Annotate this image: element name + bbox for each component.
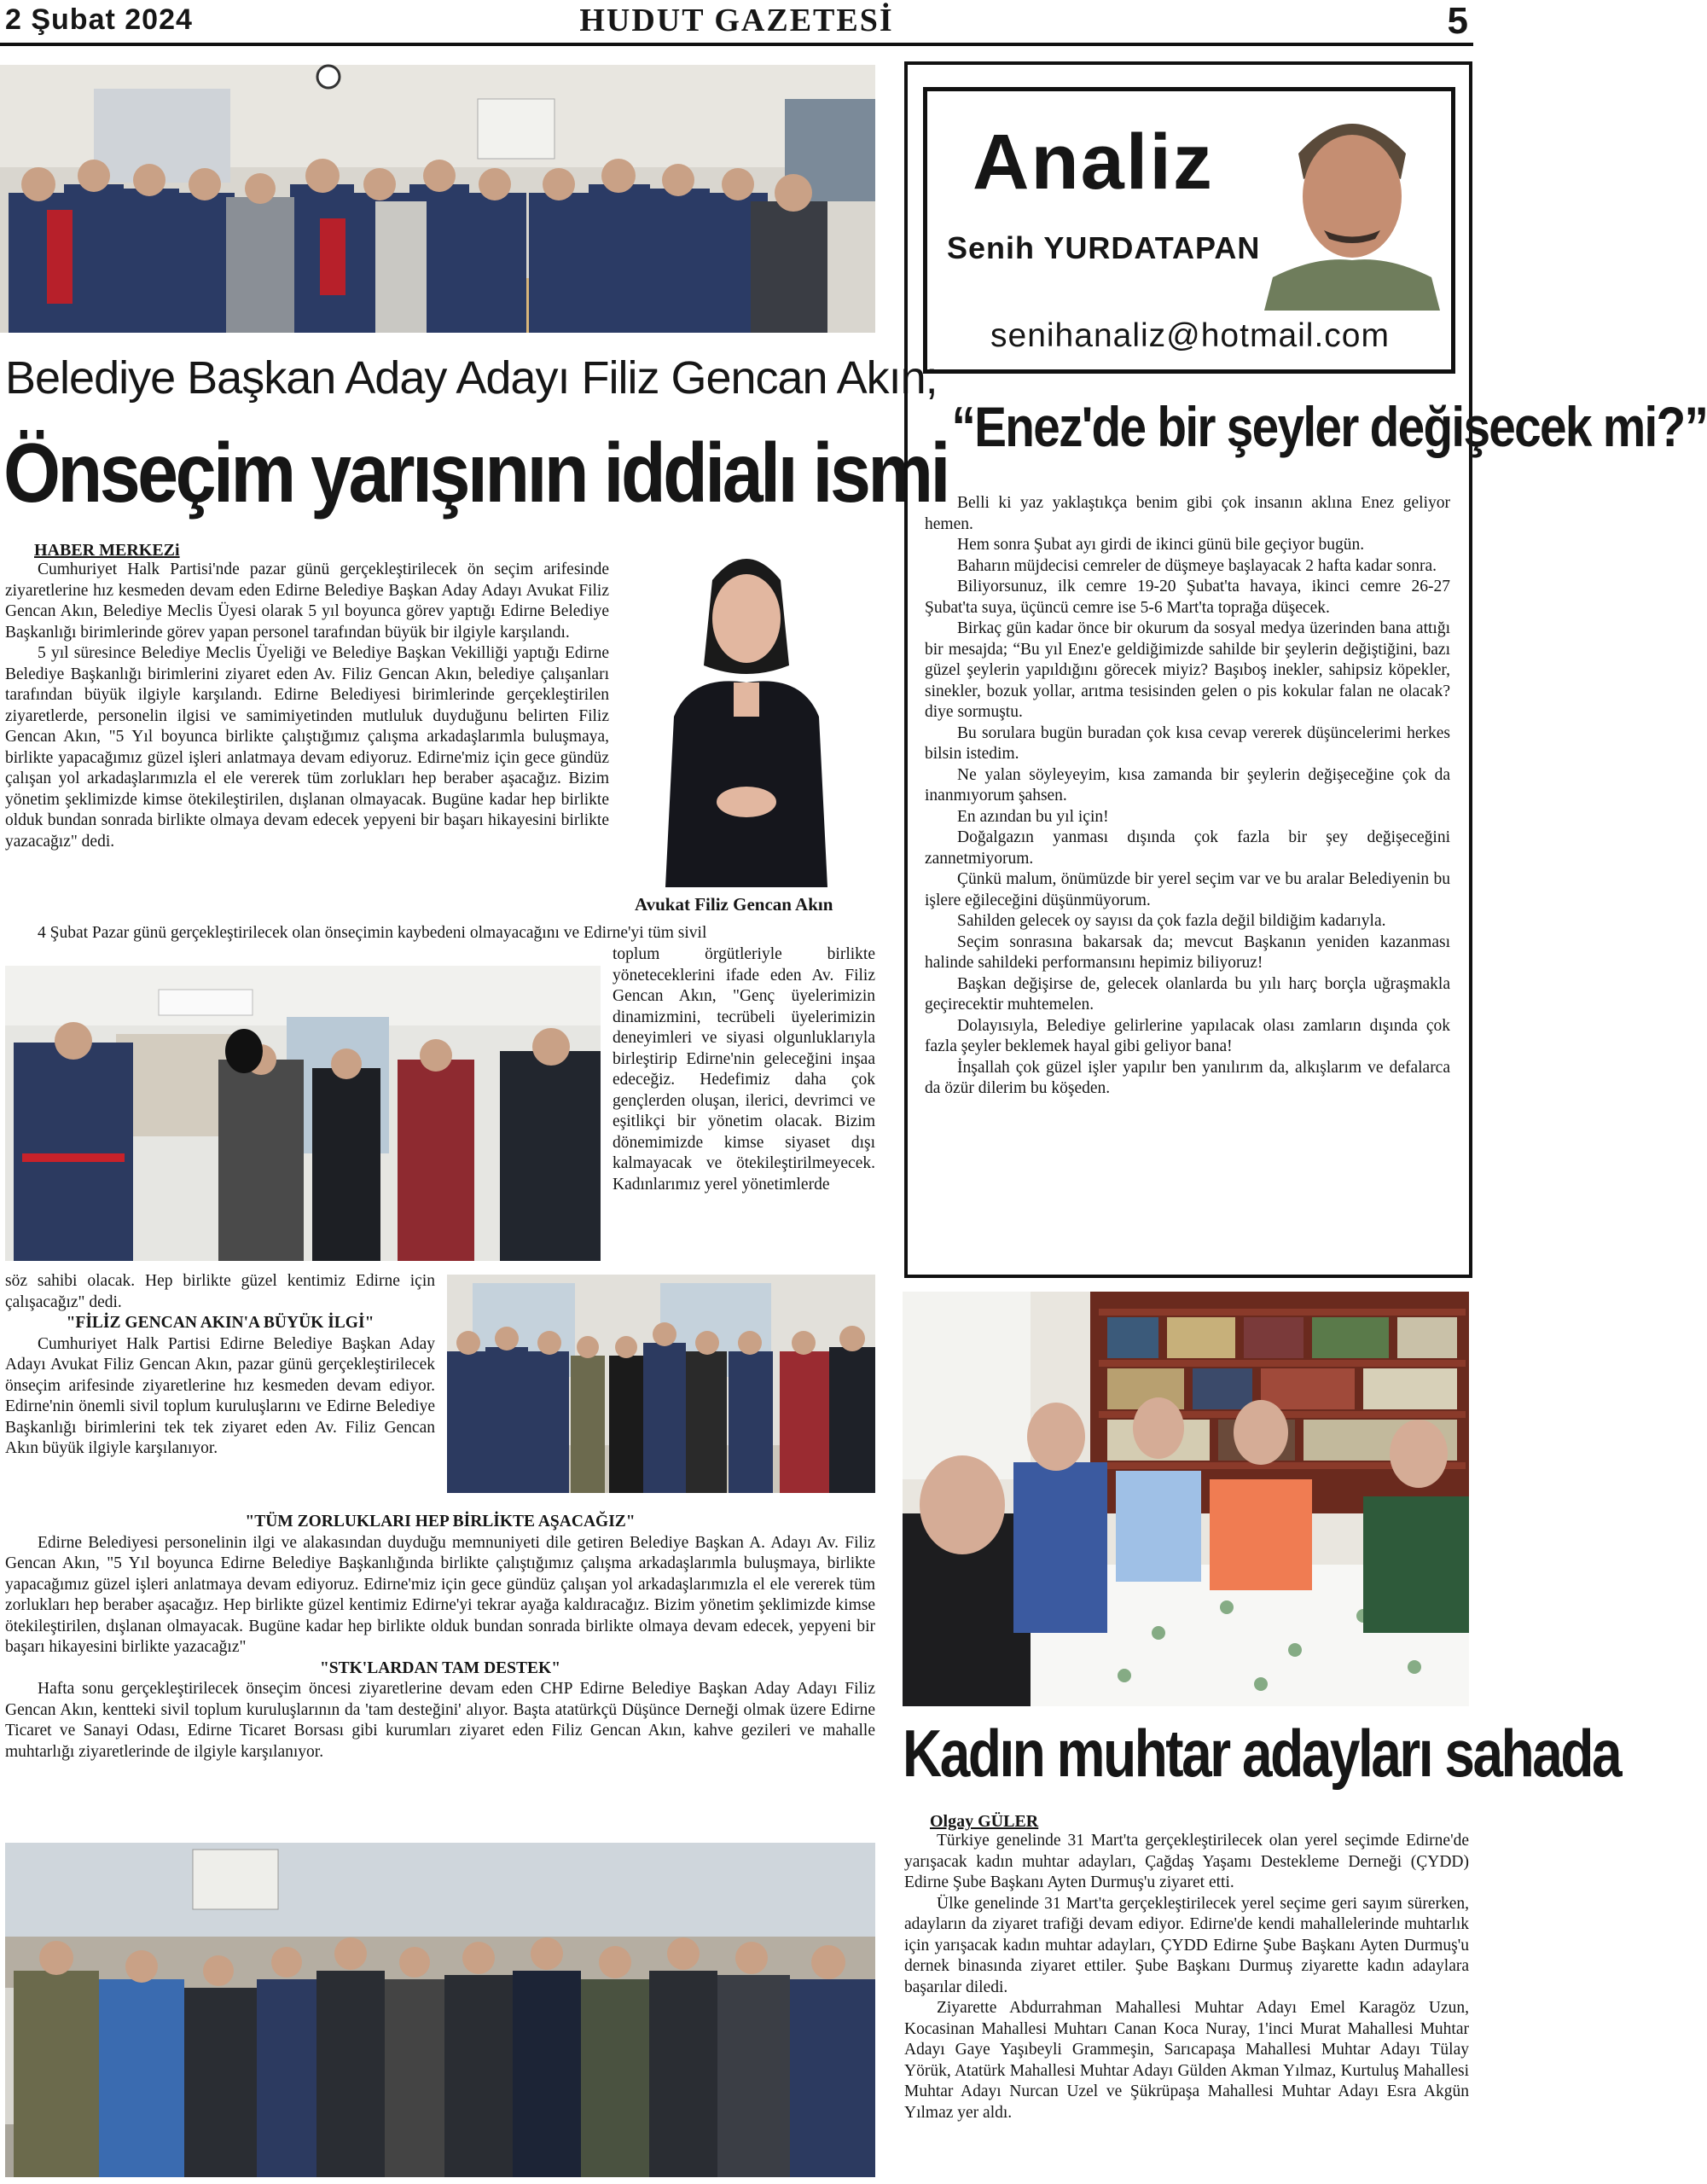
paragraph: Biliyorsunuz, ilk cemre 19-20 Şubat'ta havaya, ikinci cemre 26-27 Şubat'ta suya, üçüncü cemre ise 5-6 Mart'ta toprağa düşecek.: [925, 578, 1450, 617]
article-kicker: Belediye Başkan Aday Adayı Filiz Gencan Akın;: [5, 352, 938, 404]
article-body-bottom: [5, 1512, 875, 1763]
article-headline: Önseçim yarışının iddialı ismi: [3, 426, 948, 520]
newspaper-name: HUDUT GAZETESİ: [579, 3, 894, 38]
paragraph: Türkiye genelinde 31 Mart'ta gerçekleştirilecek olan yerel seçimde Edirne'de yarışacak kadın muhtar adayları, Çağdaş Yaşamı Destekleme Derneği (ÇYDD) Edirne Şube Başkanı Ayten Durmuş'u ziyaret etti.: [904, 1832, 1469, 1891]
paragraph: Çünkü malum, önümüzde bir yerel seçim var ve bu aralar Belediyenin bu işlere eğileceğini düşünmüyorum.: [925, 870, 1450, 909]
paragraph: İnşallah çok güzel işler yapılır ben yanılırım da, alkışlarım ve defalarca da özür dilerim bu köşeden.: [925, 1058, 1450, 1097]
paragraph: Hafta sonu gerçekleştirilecek önseçim öncesi ziyaretlerine devam eden CHP Edirne Belediye Başkan Aday Adayı Filiz Gencan Akın, kentteki sivil toplum kuruluşlarının da 'tam desteğini' alıyor. Başta atatürkçü Düşünce Derneği olmak üzere Edirne Ticaret ve Sanayi Odası, Edirne Ticaret Borsası gibi kurumları ziyaret eden Filiz Gencan Akın, kahve gezileri ve mahalle muhtarlığı ziyaretlerinde de ilgiyle karşılanıyor.: [5, 1680, 875, 1761]
portrait-caption: Avukat Filiz Gencan Akın: [635, 894, 833, 915]
subheading-stk-destek: "STK'LARDAN TAM DESTEK": [319, 1658, 561, 1677]
photo-portrait-candidate: [631, 546, 862, 887]
article-body-top: [5, 560, 609, 852]
paragraph: Hem sonra Şubat ayı girdi de ikinci günü bile geçiyor bugün.: [957, 536, 1365, 554]
paragraph: 5 yıl süresince Belediye Meclis Üyeliği ve Belediye Başkan Vekilliği yaptığı Edirne Belediye Başkanlığı birimlerini ziyaret eden Av. Filiz Gencan Akın, belediye çalışanları tarafından büyük ilgiyle karşılandı. Edirne Belediyesi birimlerinde gerçekleştirilen ziyaretlerde, personelin ilgisi ve samimiyetinden mutluluk duyduğunu belirten Filiz Gencan Akın, "5 Yıl boyunca birlikte çalıştığımız çalışma arkadaşlarımla buluşmaya, birlikte yapacağımız güzel işleri anlatmaya devam ediyoruz. Edirne'miz için gece gündüz çalışan yol arkadaşlarımızla el ele vererek tüm zorlukları hep beraber aşacağız. Bizim yönetim şeklimizde kimse ötekileştirilen, dışlanan olmayacak. Bugüne kadar hep birlikte olduk bundan sonrada birlikte olmaya devam edecek yepyeni bir başarı hikayesini birlikte yazacağız" dedi.: [5, 644, 609, 851]
paragraph: Sahilden gelecek oy sayısı da çok fazla değil bildiğim kadarıyla.: [957, 912, 1386, 930]
column-label: Analiz: [973, 119, 1214, 206]
paragraph: toplum örgütleriyle birlikte yöneteceklerini ifade eden Av. Filiz Gencan Akın, "Genç üyelerimizin dinamizmini, tecrübeli üyelerimizin deneyimleri ve siyasi olgunluklarıyla birleştirip Edirne'nin geleceğini inşaa edeceğiz. Hedefimiz daha çok gençlerden oluşan, ilerici, devrimci ve eşitlikçi bir yönetim olacak. Bizim dönemimizde kimse siyaset dışı kalmayacak ve ötekileştirilmeyecek. Kadınlarımız yerel yönetimlerde: [613, 945, 875, 1194]
paragraph: Belli ki yaz yaklaştıkça benim gibi çok insanın aklına Enez geliyor hemen.: [925, 494, 1450, 533]
page-number: 5: [1447, 0, 1468, 42]
masthead-rule: [0, 43, 1473, 46]
subheading-zorluklar: "TÜM ZORLUKLARI HEP BİRLİKTE AŞACAĞIZ": [245, 1513, 636, 1531]
paragraph: Cumhuriyet Halk Partisi'nde pazar günü gerçekleştirilecek ön seçim arifesinde ziyaretlerine hız kesmeden devam eden Edirne Belediye Başkan Aday Adayı Avukat Filiz Gencan Akın, Belediye Meclis Üyesi olarak 5 yıl boyunca görev yaptığı Edirne Belediye Başkanlığı birimlerinde görev yapan personel tarafından büyük bir ilgiyle karşılandı.: [5, 561, 609, 642]
paragraph: söz sahibi olacak. Hep birlikte güzel kentimiz Edirne için çalışacağız" dedi.: [5, 1272, 435, 1311]
column-author: Senih YURDATAPAN: [947, 230, 1261, 265]
women-article-body: [904, 1831, 1469, 2123]
photo-columnist: [1264, 102, 1440, 311]
article-body-mid: [5, 1271, 435, 1460]
paragraph: Edirne Belediyesi personelinin ilgi ve alakasından duyduğu memnuniyeti dile getiren Belediye Başkan A. Adayı Av. Filiz Gencan Akın, "5 Yıl boyunca Edirne Belediye Başkanlığında birlikte çalıştığımız çalışma arkadaşlarımla buluşmaya, birlikte yapacağımız güzel işleri anlatmaya devam ediyoruz. Edirne'miz için gece gündüz çalışan yol arkadaşlarımızla el ele vererek tüm zorlukları hep beraber aşacağız. Hep birlikte güzel kentimiz Edirne'yi tekrar ayağa kaldıracağız. Bizim yönetim şeklimizde kimse ötekileştirilen, dışlanan olmayacak. Bugüne kadar hep birlikte olduk bundan sonrada birlikte olmaya devam edecek, yepyeni bir başarı hikayesini birlikte yazacağız": [5, 1533, 875, 1656]
paragraph: 4 Şubat Pazar günü gerçekleştirilecek olan önseçimin kaybedeni olmayacağını ve Edirne'yi tüm sivil: [38, 924, 707, 942]
column-email[interactable]: senihanaliz@hotmail.com: [990, 317, 1390, 354]
article-byline: HABER MERKEZi: [34, 541, 180, 560]
article-body-wide: [5, 923, 875, 944]
column-body: [925, 493, 1450, 1100]
photo-staff-group: [0, 65, 875, 333]
column-title: “Enez'de bir şeyler değişecek mi?”: [951, 395, 1707, 458]
issue-date: 2 Şubat 2024: [5, 3, 193, 36]
paragraph: Doğalgazın yanması dışında çok fazla bir şey değişeceğini zannetmiyorum.: [925, 828, 1450, 868]
paragraph: Dolayısıyla, Belediye gelirlerine yapılacak olası zamların dışında çok fazla şeyler beklemek hayal gibi geliyor bana!: [925, 1016, 1450, 1055]
photo-group-outdoor: [5, 1843, 875, 2177]
paragraph: Ziyarette Abdurrahman Mahallesi Muhtar Adayı Emel Karagöz Uzun, Kocasinan Mahallesi Muhtarı Canan Koca Nuray, 1'inci Murat Mahallesi Muhtar Adayı Gaye Yaşıbeyli Grammeşin, Sarıcapaşa Mahallesi Muhtar Adayı Tülay Yörük, Atatürk Mahallesi Muhtar Adayı Gülden Akman Yılmaz, Kurtuluş Mahallesi Muhtar Adayı Nurcan Uzel ve Şükrüpaşa Mahallesi Muhtar Adayı Esra Akgün Yılmaz yer aldı.: [904, 1999, 1469, 2122]
paragraph: Ülke genelinde 31 Mart'ta gerçekleştirilecek yerel seçime geri sayım sürerken, adayların da ziyaret trafiği devam ediyor. Edirne'de kendi mahallelerinde muhtarlık için yarışacak kadın muhtar adayları, ÇYDD Edirne Şube Başkanı Ayten Durmuş'u dernek binasında ziyaret ettiler. Şube Başkanı Durmuş ziyarette kadın adaylara başarılar diledi.: [904, 1894, 1469, 1996]
paragraph: En azından bu yıl için!: [957, 807, 1109, 826]
paragraph: Bu sorulara bugün buradan çok kısa cevap vererek düşüncelerimi herkes bilsin istedim.: [925, 723, 1450, 763]
paragraph: Baharın müjdecisi cemreler de düşmeye başlayacak 2 hafta kadar sonra.: [957, 556, 1437, 575]
women-article-headline: Kadın muhtar adayları sahada: [903, 1716, 1621, 1791]
women-article-byline: Olgay GÜLER: [930, 1812, 1039, 1831]
masthead: [0, 0, 1473, 44]
paragraph: Seçim sonrasına bakarsak da; mevcut Başkanın yeniden kazanması halinde sahildeki performansını hepimiz biliyoruz!: [925, 932, 1450, 972]
photo-group-indoor: [447, 1275, 875, 1493]
paragraph: Cumhuriyet Halk Partisi Edirne Belediye Başkan Aday Adayı Avukat Filiz Gencan Akın, pazar günü gerçekleştirilecek önseçim arifesinde ziyaretlerine hız kesmeden devam ediyor. Edirne'nin önemli sivil toplum kuruluşlarını ve Edirne Belediye Başkanlığı birimlerini tek tek ziyaret eden Av. Filiz Gencan Akın büyük ilgiyle karşılanıyor.: [5, 1334, 435, 1457]
photo-office-visit: [5, 966, 601, 1261]
article-body-side: [613, 944, 875, 1195]
subheading-buyuk-ilgi: "FİLİZ GENCAN AKIN'A BÜYÜK İLGİ": [66, 1314, 374, 1332]
paragraph: Birkaç gün kadar önce bir okurum da sosyal medya üzerinden bana attığı bir mesajda; “Bu yıl Enez'e geldiğimizde sahilde bir şeylerin değiştiğini, bazı güzel şeylerin yapıldığını görecek miyiz? Başıboş inekler, sahipsiz köpekler, sinekler, bozuk yollar, arıtma tesisinden gelen o pis kokular falan ne olacak? diye sormuştu.: [925, 619, 1450, 721]
photo-women-candidates: [903, 1292, 1469, 1706]
paragraph: Başkan değişirse de, gelecek olanlarda bu yılı harç borçla uğraşmakla geçirecektir muhtemelen.: [925, 974, 1450, 1014]
paragraph: Ne yalan söyleyeyim, kısa zamanda bir şeylerin değişeceğine çok da inanmıyorum şahsen.: [925, 765, 1450, 804]
